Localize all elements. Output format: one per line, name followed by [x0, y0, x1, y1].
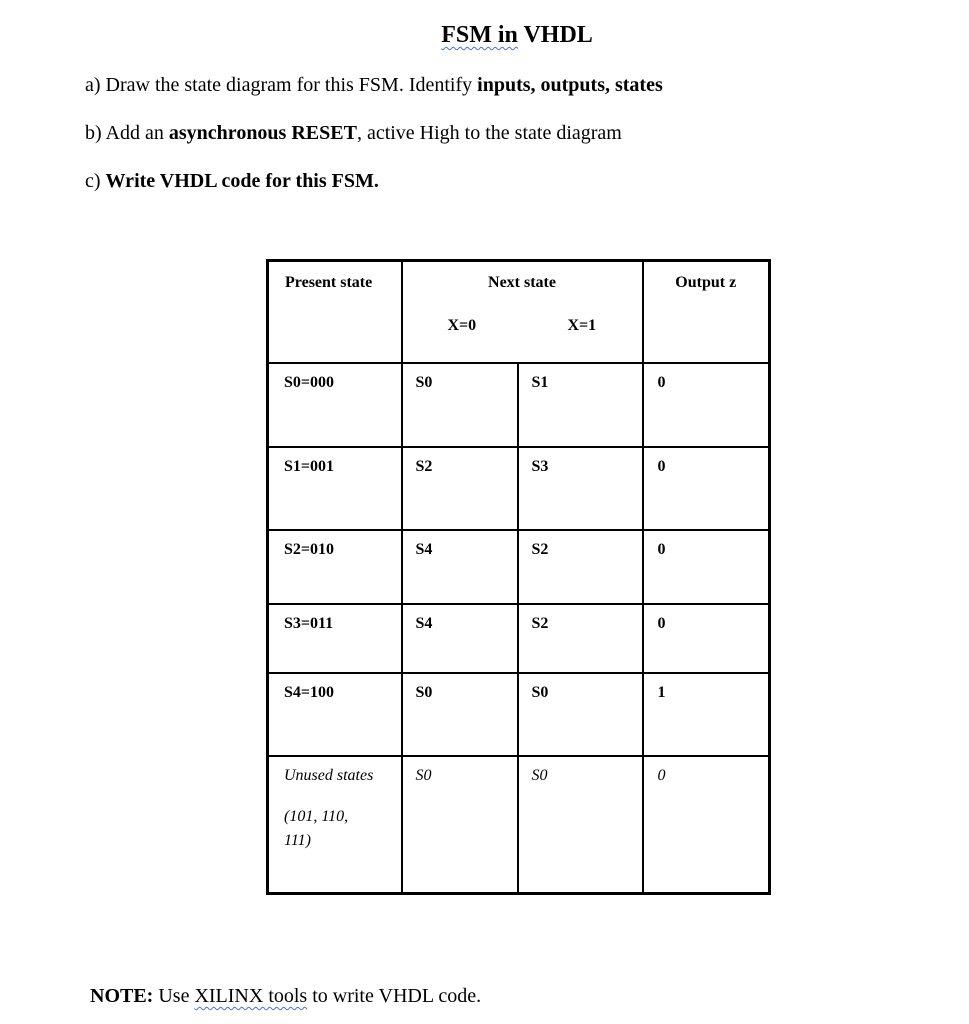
cell-next-x1: S0 — [518, 673, 643, 756]
header-next-state-label: Next state — [488, 274, 556, 291]
question-b-suffix: , active High to the state diagram — [356, 122, 622, 144]
cell-output-z: 1 — [643, 673, 770, 756]
unused-states-list: (101, 110, 111) — [284, 808, 349, 850]
cell-unused-states — [268, 756, 402, 893]
note-text-1: Use — [153, 985, 195, 1007]
note-text-2: to write VHDL code. — [307, 985, 482, 1007]
cell-next-x0: S4 — [402, 530, 518, 604]
unused-states-label: Unused states — [284, 767, 374, 785]
table-header-row — [268, 261, 770, 363]
cell-next-x0: S0 — [402, 363, 518, 447]
cell-next-x0: S0 — [402, 756, 518, 893]
title-vhdl: VHDL — [517, 22, 593, 48]
cell-next-x1: S2 — [518, 604, 643, 673]
page-title — [0, 22, 969, 49]
table-row — [268, 673, 770, 756]
header-x1: X=1 — [567, 317, 597, 334]
cell-present-state: S0=000 — [268, 363, 402, 447]
question-b-bold: asynchronous RESET — [168, 122, 357, 144]
cell-present-state: S2=010 — [268, 530, 402, 604]
table-row-unused — [268, 756, 770, 893]
question-c-prefix: c) — [85, 170, 106, 192]
question-c-bold: Write VHDL code for this FSM. — [105, 170, 379, 192]
question-b-prefix: b) Add an — [85, 122, 169, 144]
header-output-z: Output z — [643, 261, 770, 363]
question-a — [85, 74, 663, 97]
cell-output-z: 0 — [643, 447, 770, 530]
header-next-state — [402, 261, 643, 363]
title-fsm-in: FSM in — [441, 22, 518, 48]
cell-present-state: S4=100 — [268, 673, 402, 756]
cell-next-x1: S3 — [518, 447, 643, 530]
cell-next-x1: S1 — [518, 363, 643, 447]
table-row — [268, 363, 770, 447]
cell-present-state: S1=001 — [268, 447, 402, 530]
table-row — [268, 530, 770, 604]
header-present-state: Present state — [268, 261, 402, 363]
question-c — [85, 170, 379, 193]
question-b — [85, 122, 622, 145]
cell-output-z: 0 — [643, 363, 770, 447]
question-a-text: a) Draw the state diagram for this FSM. Identify — [85, 74, 478, 96]
cell-next-x0: S0 — [402, 673, 518, 756]
cell-next-x1: S2 — [518, 530, 643, 604]
table-row — [268, 604, 770, 673]
table-row — [268, 447, 770, 530]
cell-output-z: 0 — [643, 604, 770, 673]
cell-present-state: S3=011 — [268, 604, 402, 673]
state-table — [266, 259, 771, 895]
cell-next-x0: S2 — [402, 447, 518, 530]
cell-output-z: 0 — [643, 530, 770, 604]
header-x0: X=0 — [447, 317, 477, 334]
cell-output-z: 0 — [643, 756, 770, 893]
note-label: NOTE: — [90, 985, 154, 1007]
note — [90, 985, 481, 1008]
cell-next-x0: S4 — [402, 604, 518, 673]
cell-next-x1: S0 — [518, 756, 643, 893]
question-a-bold: inputs, outputs, states — [477, 74, 663, 96]
note-xilinx-tools: XILINX tools — [194, 985, 308, 1007]
